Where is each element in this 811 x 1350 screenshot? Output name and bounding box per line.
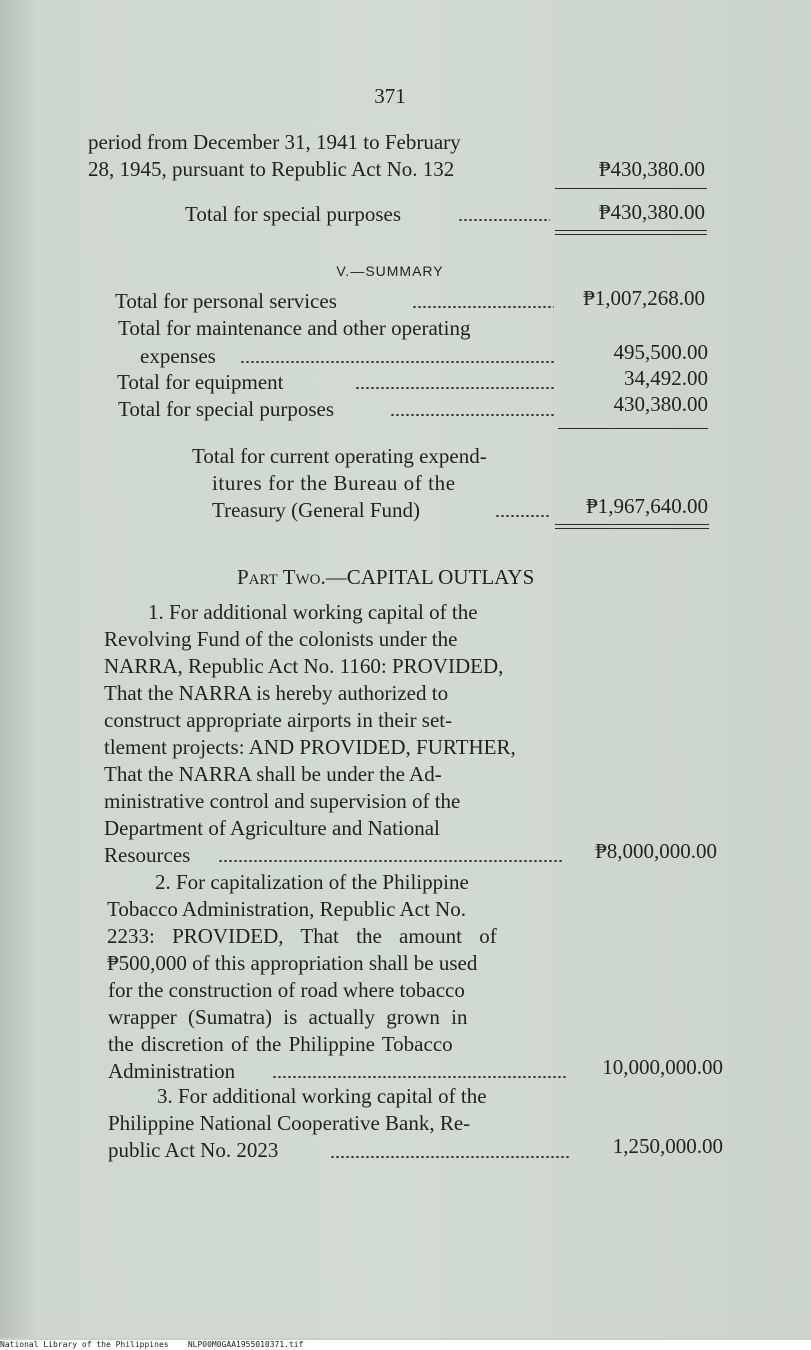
- summary-maintenance-label-1: Total for maintenance and other operating: [118, 316, 471, 340]
- special-total-amount: ₱430,380.00: [598, 200, 705, 224]
- double-rule: [555, 234, 707, 235]
- leader-dots: [355, 387, 554, 389]
- item1-line: Resources: [104, 843, 191, 867]
- item1-line: NARRA, Republic Act No. 1160: PROVIDED,: [104, 654, 504, 678]
- summary-grand-line-3: Treasury (General Fund): [212, 498, 421, 522]
- item2-line: 2. For capitalization of the Philippine: [155, 870, 469, 894]
- leader-dots: [390, 414, 554, 416]
- scan-footer: [0, 1340, 811, 1350]
- item1-amount: ₱8,000,000.00: [595, 839, 717, 863]
- item1-line: ministrative control and supervision of the: [104, 789, 461, 813]
- summary-personal-amount: ₱1,007,268.00: [583, 286, 705, 310]
- summary-heading: V.—SUMMARY: [336, 263, 444, 279]
- continued-line-1: period from December 31, 1941 to February: [88, 130, 461, 154]
- item2-line: wrapper (Sumatra) is actually grown in: [108, 1005, 468, 1029]
- summary-special-amount: 430,380.00: [613, 392, 708, 416]
- footer-library: National Library of the Philippines: [0, 1340, 169, 1349]
- leader-dots: [240, 361, 554, 363]
- item2-line: Administration: [108, 1059, 236, 1083]
- item2-amount: 10,000,000.00: [602, 1055, 723, 1079]
- item2-line: Tobacco Administration, Republic Act No.: [107, 897, 466, 921]
- summary-grand-line-2: itures for the Bureau of the: [212, 471, 456, 495]
- leader-dots: [330, 1156, 570, 1158]
- item1-line: Department of Agriculture and National: [104, 816, 440, 840]
- summary-maintenance-label-2: expenses: [140, 344, 216, 368]
- item1-line: 1. For additional working capital of the: [148, 600, 478, 624]
- part-two-heading: [237, 565, 534, 589]
- summary-equipment-amount: 34,492.00: [624, 366, 708, 390]
- item2-line: the discretion of the Philippine Tobacco: [108, 1032, 453, 1056]
- summary-maintenance-amount: 495,500.00: [613, 340, 708, 364]
- leader-dots: [272, 1076, 568, 1078]
- footer-file: NLP00M0GAA1955010371.tif: [187, 1340, 304, 1349]
- item2-line: for the construction of road where tobacco: [108, 978, 465, 1002]
- leader-dots: [458, 219, 550, 221]
- summary-special-label: Total for special purposes: [118, 397, 335, 421]
- leader-dots: [495, 515, 551, 517]
- part-two-heading-small: Part Two: [237, 565, 321, 589]
- item3-amount: 1,250,000.00: [612, 1134, 723, 1158]
- continued-line-2: 28, 1945, pursuant to Republic Act No. 132: [88, 157, 455, 181]
- double-rule: [555, 528, 709, 529]
- double-rule: [555, 524, 709, 525]
- part-two-heading-rest: .—CAPITAL OUTLAYS: [320, 565, 535, 589]
- summary-grand-amount: ₱1,967,640.00: [586, 494, 708, 518]
- continued-amount: ₱430,380.00: [598, 157, 705, 181]
- item1-line: That the NARRA shall be under the Ad-: [104, 762, 442, 786]
- item2-line: ₱500,000 of this appropriation shall be used: [107, 951, 478, 975]
- item3-line: 3. For additional working capital of the: [157, 1084, 487, 1108]
- item3-line: public Act No. 2023: [108, 1138, 279, 1162]
- item1-line: tlement projects: AND PROVIDED, FURTHER,: [104, 735, 516, 759]
- double-rule: [555, 230, 707, 231]
- rule: [558, 428, 708, 429]
- leader-dots: [218, 860, 564, 862]
- summary-personal-label: Total for personal services: [115, 289, 337, 313]
- special-total-label: Total for special purposes: [185, 202, 402, 226]
- item1-line: Revolving Fund of the colonists under the: [104, 627, 458, 651]
- summary-equipment-label: Total for equipment: [117, 370, 284, 394]
- item1-line: That the NARRA is hereby authorized to: [104, 681, 449, 705]
- item3-line: Philippine National Cooperative Bank, Re-: [108, 1111, 471, 1135]
- item1-line: construct appropriate airports in their set-: [104, 708, 453, 732]
- page-number: 371: [374, 84, 406, 108]
- rule: [555, 188, 707, 189]
- item2-line: 2233: PROVIDED, That the amount of: [107, 924, 497, 948]
- summary-grand-line-1: Total for current operating expend-: [192, 444, 487, 468]
- leader-dots: [412, 306, 554, 308]
